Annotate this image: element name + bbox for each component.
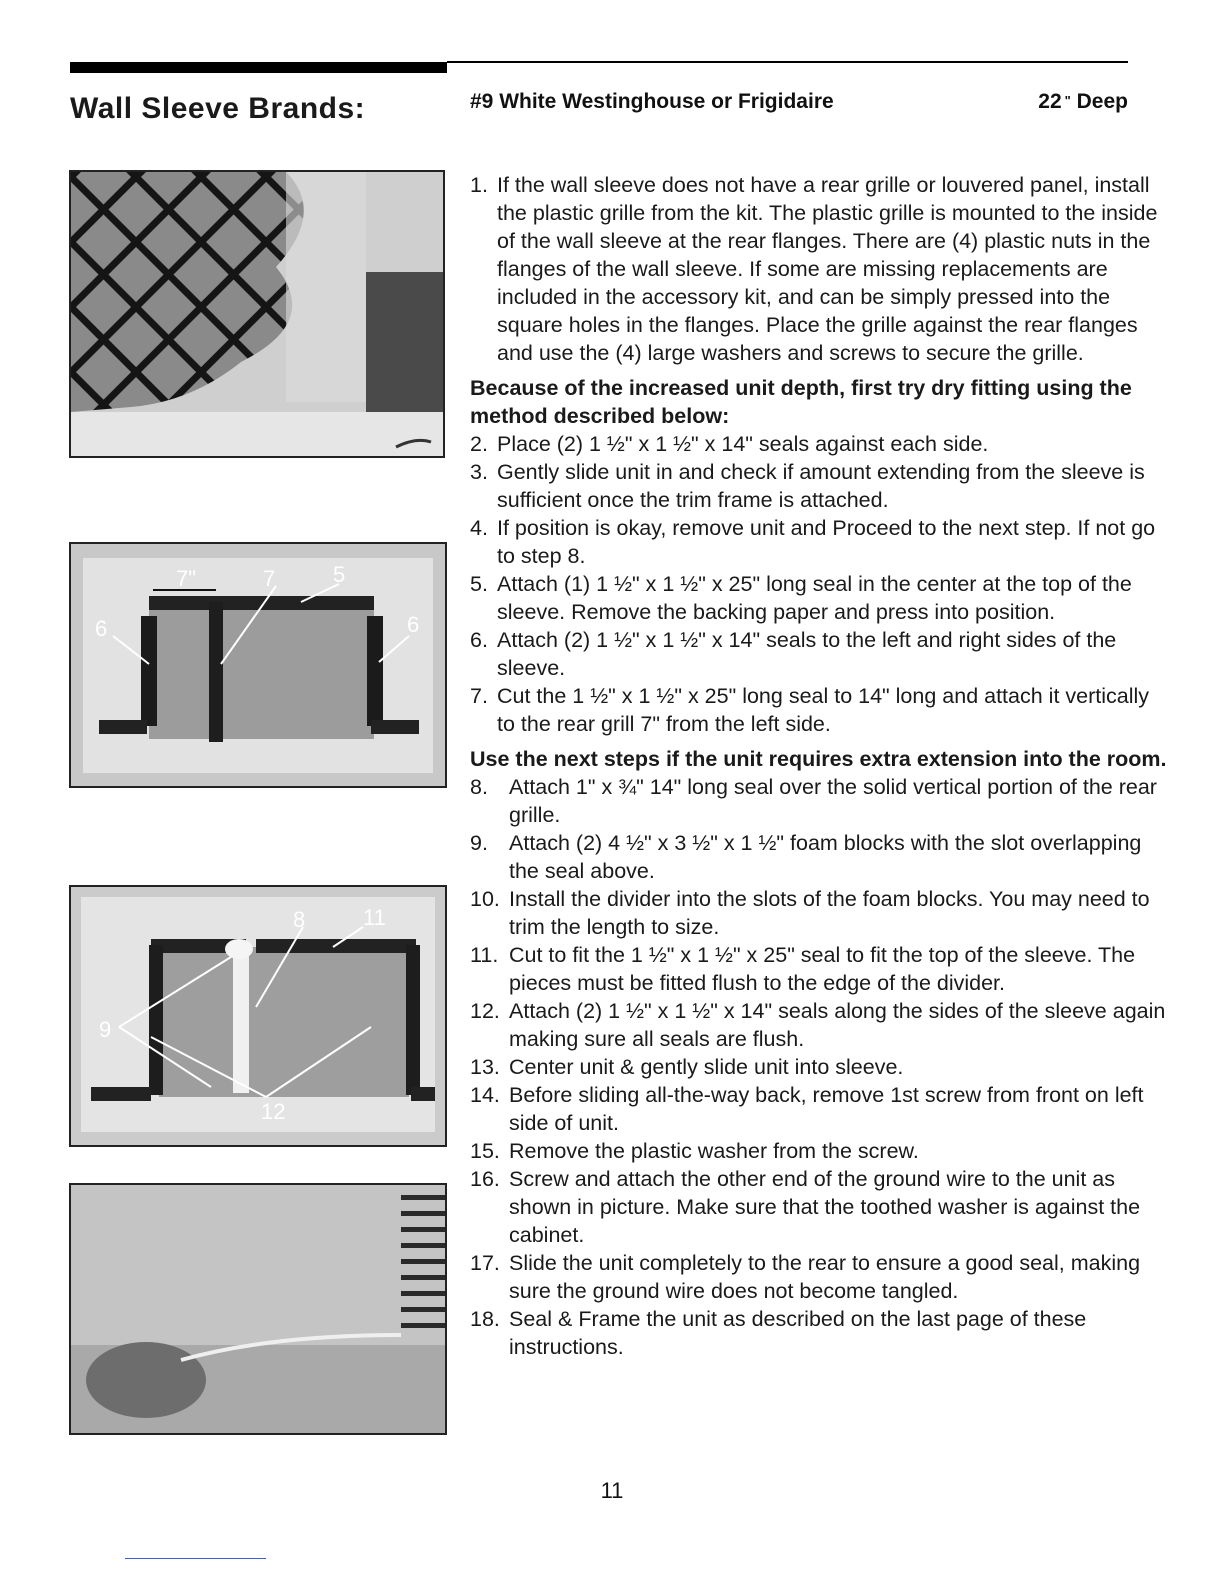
step-number: 8. xyxy=(470,775,488,799)
extension-blocks-diagram xyxy=(71,887,445,1145)
step-number: 9. xyxy=(470,831,488,855)
step-text: Cut the 1 ½" x 1 ½" x 25" long seal to 14" long and attach it vertically to the rear grill 7" from the left side. xyxy=(497,684,1150,736)
photo-ground-wire xyxy=(69,1183,447,1435)
ground-wire-illustration xyxy=(71,1185,445,1433)
step-text: Attach (2) 1 ½" x 1 ½" x 14" seals along the sides of the sleeve again making sure all seals are flush. xyxy=(509,999,1166,1051)
steps-group-3 xyxy=(470,773,1170,1361)
step-text: If position is okay, remove unit and Proceed to the next step. If not go to step 8. xyxy=(497,516,1156,568)
step-text: Remove the plastic washer from the screw. xyxy=(509,1139,919,1163)
step-item xyxy=(470,682,1170,738)
step-text: Attach (2) 1 ½" x 1 ½" x 14" seals to the left and right sides of the sleeve. xyxy=(497,628,1117,680)
label-8: 8 xyxy=(293,907,306,932)
step-item xyxy=(470,626,1170,682)
photo-seal-placement xyxy=(69,542,447,788)
step-text: Attach (2) 4 ½" x 3 ½" x 1 ½" foam blocks with the slot overlapping the seal above. xyxy=(509,831,1142,883)
step-number: 1. xyxy=(470,173,488,197)
heading-dry-fit: Because of the increased unit depth, first try dry fitting using the method described below: xyxy=(470,376,1132,428)
step-number: 7. xyxy=(470,684,488,708)
step-text: Center unit & gently slide unit into sleeve. xyxy=(509,1055,904,1079)
seal-placement-diagram xyxy=(71,544,445,786)
step-item xyxy=(470,1053,1170,1081)
step-item xyxy=(470,570,1170,626)
photo-rear-grille xyxy=(69,170,445,458)
step-item xyxy=(470,885,1170,941)
step-text: Attach 1" x ¾" 14" long seal over the solid vertical portion of the rear grille. xyxy=(509,775,1157,827)
step-text: Seal & Frame the unit as described on the last page of these instructions. xyxy=(509,1307,1087,1359)
page-number: 11 xyxy=(600,1478,624,1503)
step-text: Screw and attach the other end of the ground wire to the unit as shown in picture. Make sure that the toothed washer is against the cabinet. xyxy=(509,1167,1141,1247)
step-number: 13. xyxy=(470,1055,500,1079)
step-number: 12. xyxy=(470,999,500,1023)
steps-group-1 xyxy=(470,171,1170,367)
divider-panel xyxy=(233,953,249,1093)
step-text: Gently slide unit in and check if amount extending from the sleeve is sufficient once the trim frame is attached. xyxy=(497,460,1145,512)
depth-word: Deep xyxy=(1076,90,1128,113)
step-text: Place (2) 1 ½" x 1 ½" x 14" seals against each side. xyxy=(497,432,989,456)
step-item xyxy=(470,773,1170,829)
steps-group-2 xyxy=(470,430,1170,738)
step-number: 16. xyxy=(470,1167,500,1191)
left-side-seal xyxy=(141,616,157,726)
step-item xyxy=(470,1137,1170,1165)
step-text: Attach (1) 1 ½" x 1 ½" x 25" long seal in the center at the top of the sleeve. Remove the backing paper and press into position. xyxy=(497,572,1132,624)
label-12: 12 xyxy=(261,1099,286,1124)
step-item xyxy=(470,1305,1170,1361)
step-number: 2. xyxy=(470,432,488,456)
step-item xyxy=(470,829,1170,885)
step-number: 15. xyxy=(470,1139,500,1163)
step-item xyxy=(470,1081,1170,1137)
label-6-left: 6 xyxy=(95,616,108,641)
step-item xyxy=(470,1165,1170,1249)
right-side-seal xyxy=(367,616,383,726)
heading-extension: Use the next steps if the unit requires extra extension into the room. xyxy=(470,747,1167,771)
page-title: Wall Sleeve Brands: xyxy=(70,92,366,125)
label-7-inch: 7" xyxy=(176,566,197,591)
step-number: 17. xyxy=(470,1251,500,1275)
step-number: 4. xyxy=(470,516,488,540)
step-number: 6. xyxy=(470,628,488,652)
step-item xyxy=(470,458,1170,514)
center-seal xyxy=(209,602,223,742)
label-7: 7 xyxy=(263,566,276,591)
photo-extension-blocks xyxy=(69,885,447,1147)
step-number: 10. xyxy=(470,887,500,911)
header-rule-thin xyxy=(447,61,1128,63)
step-text: Slide the unit completely to the rear to ensure a good seal, making sure the ground wire does not become tangled. xyxy=(509,1251,1141,1303)
step-number: 11. xyxy=(470,943,499,967)
label-5: 5 xyxy=(333,562,346,587)
header-rule-thick xyxy=(70,62,447,73)
grille-illustration xyxy=(71,172,443,456)
instructions xyxy=(470,171,1170,1361)
step-number: 14. xyxy=(470,1083,500,1107)
step-text: Before sliding all-the-way back, remove 1st screw from front on left side of unit. xyxy=(509,1083,1144,1135)
label-9: 9 xyxy=(99,1017,112,1042)
step-text: Install the divider into the slots of the foam blocks. You may need to trim the length to size. xyxy=(509,887,1150,939)
depth-unit-mark: " xyxy=(1064,93,1071,108)
step-number: 5. xyxy=(470,572,488,596)
step-item xyxy=(470,997,1170,1053)
step-item xyxy=(470,514,1170,570)
label-11: 11 xyxy=(363,905,386,930)
step-item xyxy=(470,171,1170,367)
step-text: If the wall sleeve does not have a rear grille or louvered panel, install the plastic grille from the kit. The plastic grille is mounted to the inside of the wall sleeve at the rear flanges. There are (4) plastic nuts in the flanges of the wall sleeve. If some are missing replacements are included in the accessory kit, and can be simply pressed into the square holes in the flanges. Place the grille against the rear flanges and use the (4) large washers and screws to secure the grille. xyxy=(497,173,1158,365)
step-number: 3. xyxy=(470,460,488,484)
step-item xyxy=(470,941,1170,997)
step-text: Cut to fit the 1 ½" x 1 ½" x 25" seal to fit the top of the sleeve. The pieces must be fitted flush to the edge of the divider. xyxy=(509,943,1136,995)
footer-line xyxy=(125,1558,266,1559)
step-number: 18. xyxy=(470,1307,500,1331)
depth-label xyxy=(1038,90,1128,114)
step-item xyxy=(470,430,1170,458)
label-6-right: 6 xyxy=(407,612,420,637)
brand-subtitle: #9 White Westinghouse or Frigidaire xyxy=(470,90,834,113)
depth-value: 22 xyxy=(1038,90,1062,113)
step-item xyxy=(470,1249,1170,1305)
